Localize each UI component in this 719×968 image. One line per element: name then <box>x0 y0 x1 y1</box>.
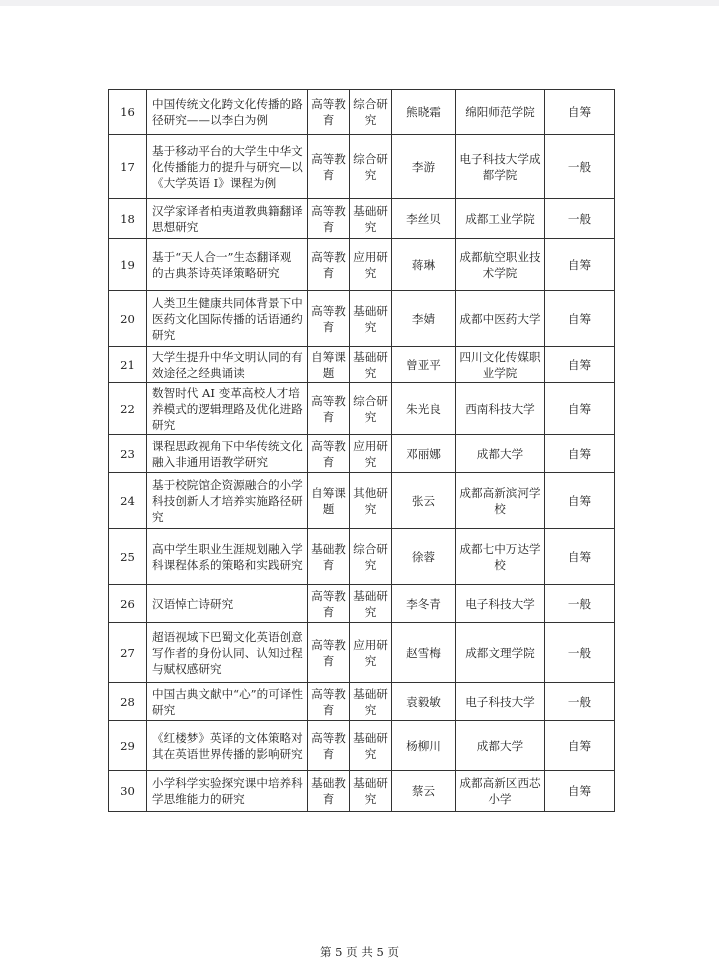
leader-cell: 李丝贝 <box>392 199 456 239</box>
leader-cell: 李婧 <box>392 291 456 347</box>
research-type-cell: 基础研究 <box>350 291 392 347</box>
research-type-cell: 基础研究 <box>350 721 392 771</box>
research-type-cell: 应用研究 <box>350 623 392 683</box>
leader-cell: 邓丽娜 <box>392 435 456 473</box>
organization-cell: 电子科技大学成都学院 <box>456 135 545 199</box>
leader-cell: 杨柳川 <box>392 721 456 771</box>
research-type-cell: 应用研究 <box>350 435 392 473</box>
organization-cell: 成都高新区西芯小学 <box>456 771 545 812</box>
organization-cell: 四川文化传媒职业学院 <box>456 347 545 383</box>
category-cell: 高等教育 <box>308 683 350 721</box>
row-number-cell: 22 <box>109 383 147 435</box>
category-cell: 高等教育 <box>308 199 350 239</box>
category-cell: 高等教育 <box>308 383 350 435</box>
category-cell: 自筹课题 <box>308 473 350 529</box>
leader-cell: 袁毅敏 <box>392 683 456 721</box>
category-cell: 高等教育 <box>308 435 350 473</box>
row-number-cell: 27 <box>109 623 147 683</box>
leader-cell: 朱光良 <box>392 383 456 435</box>
project-title-cell: 基于校院馆企资源融合的小学科技创新人才培养实施路径研究 <box>147 473 308 529</box>
organization-cell: 成都工业学院 <box>456 199 545 239</box>
category-cell: 高等教育 <box>308 721 350 771</box>
funding-cell: 自筹 <box>545 90 615 135</box>
row-number-cell: 19 <box>109 239 147 291</box>
table-row <box>109 435 615 473</box>
project-title-cell: 课程思政视角下中华传统文化融入非通用语教学研究 <box>147 435 308 473</box>
row-number-cell: 20 <box>109 291 147 347</box>
row-number-cell: 26 <box>109 585 147 623</box>
table-row <box>109 239 615 291</box>
category-cell: 高等教育 <box>308 623 350 683</box>
leader-cell: 李游 <box>392 135 456 199</box>
research-type-cell: 基础研究 <box>350 347 392 383</box>
organization-cell: 电子科技大学 <box>456 585 545 623</box>
leader-cell: 曾亚平 <box>392 347 456 383</box>
table-row <box>109 721 615 771</box>
project-title-cell: 中国古典文献中“心”的可译性研究 <box>147 683 308 721</box>
row-number-cell: 23 <box>109 435 147 473</box>
project-title-cell: 超语视域下巴蜀文化英语创意写作者的身份认同、认知过程与赋权感研究 <box>147 623 308 683</box>
funding-cell: 一般 <box>545 623 615 683</box>
row-number-cell: 30 <box>109 771 147 812</box>
project-title-cell: 《红楼梦》英译的文体策略对其在英语世界传播的影响研究 <box>147 721 308 771</box>
table-body <box>109 90 615 812</box>
leader-cell: 徐蓉 <box>392 529 456 585</box>
leader-cell: 李冬青 <box>392 585 456 623</box>
project-title-cell: 汉学家译者柏夷道教典籍翻译思想研究 <box>147 199 308 239</box>
research-type-cell: 综合研究 <box>350 529 392 585</box>
category-cell: 高等教育 <box>308 90 350 135</box>
funding-cell: 自筹 <box>545 347 615 383</box>
table-row <box>109 623 615 683</box>
leader-cell: 张云 <box>392 473 456 529</box>
research-type-cell: 其他研究 <box>350 473 392 529</box>
funding-cell: 自筹 <box>545 721 615 771</box>
row-number-cell: 17 <box>109 135 147 199</box>
category-cell: 自筹课题 <box>308 347 350 383</box>
organization-cell: 成都中医药大学 <box>456 291 545 347</box>
research-type-cell: 综合研究 <box>350 90 392 135</box>
project-title-cell: 人类卫生健康共同体背景下中医药文化国际传播的话语通约研究 <box>147 291 308 347</box>
research-type-cell: 综合研究 <box>350 383 392 435</box>
project-title-cell: 基于移动平台的大学生中华文化传播能力的提升与研究—以《大学英语 I》课程为例 <box>147 135 308 199</box>
leader-cell: 蔡云 <box>392 771 456 812</box>
row-number-cell: 21 <box>109 347 147 383</box>
research-type-cell: 应用研究 <box>350 239 392 291</box>
table-row <box>109 529 615 585</box>
leader-cell: 赵雪梅 <box>392 623 456 683</box>
project-title-cell: 数智时代 AI 变革高校人才培养模式的逻辑理路及优化进路研究 <box>147 383 308 435</box>
funding-cell: 一般 <box>545 683 615 721</box>
category-cell: 高等教育 <box>308 585 350 623</box>
leader-cell: 熊晓霜 <box>392 90 456 135</box>
funding-cell: 自筹 <box>545 529 615 585</box>
project-title-cell: 汉语悼亡诗研究 <box>147 585 308 623</box>
funding-cell: 一般 <box>545 585 615 623</box>
table-row <box>109 473 615 529</box>
organization-cell: 西南科技大学 <box>456 383 545 435</box>
table-row <box>109 291 615 347</box>
table-row <box>109 199 615 239</box>
table-row <box>109 585 615 623</box>
project-title-cell: 基于“天人合一”生态翻译观 的古典茶诗英译策略研究 <box>147 239 308 291</box>
table-row <box>109 135 615 199</box>
table-row <box>109 383 615 435</box>
funding-cell: 自筹 <box>545 291 615 347</box>
organization-cell: 成都高新滨河学校 <box>456 473 545 529</box>
organization-cell: 成都大学 <box>456 721 545 771</box>
research-type-cell: 基础研究 <box>350 199 392 239</box>
organization-cell: 成都文理学院 <box>456 623 545 683</box>
funding-cell: 一般 <box>545 135 615 199</box>
organization-cell: 成都七中万达学校 <box>456 529 545 585</box>
funding-cell: 自筹 <box>545 473 615 529</box>
category-cell: 基础教育 <box>308 529 350 585</box>
row-number-cell: 16 <box>109 90 147 135</box>
project-title-cell: 高中学生职业生涯规划融入学科课程体系的策略和实践研究 <box>147 529 308 585</box>
project-table <box>108 89 615 812</box>
row-number-cell: 18 <box>109 199 147 239</box>
table-row <box>109 347 615 383</box>
research-type-cell: 基础研究 <box>350 585 392 623</box>
research-type-cell: 基础研究 <box>350 771 392 812</box>
project-title-cell: 小学科学实验探究课中培养科学思维能力的研究 <box>147 771 308 812</box>
organization-cell: 成都航空职业技术学院 <box>456 239 545 291</box>
organization-cell: 绵阳师范学院 <box>456 90 545 135</box>
row-number-cell: 29 <box>109 721 147 771</box>
project-title-cell: 中国传统文化跨文化传播的路径研究——以李白为例 <box>147 90 308 135</box>
category-cell: 高等教育 <box>308 291 350 347</box>
organization-cell: 成都大学 <box>456 435 545 473</box>
row-number-cell: 28 <box>109 683 147 721</box>
organization-cell: 电子科技大学 <box>456 683 545 721</box>
page-number: 第 5 页 共 5 页 <box>320 945 399 959</box>
top-band <box>0 0 719 6</box>
row-number-cell: 24 <box>109 473 147 529</box>
row-number-cell: 25 <box>109 529 147 585</box>
category-cell: 基础教育 <box>308 771 350 812</box>
leader-cell: 蒋琳 <box>392 239 456 291</box>
table-row <box>109 771 615 812</box>
table-row <box>109 683 615 721</box>
funding-cell: 自筹 <box>545 239 615 291</box>
category-cell: 高等教育 <box>308 135 350 199</box>
research-type-cell: 基础研究 <box>350 683 392 721</box>
research-type-cell: 综合研究 <box>350 135 392 199</box>
funding-cell: 自筹 <box>545 383 615 435</box>
category-cell: 高等教育 <box>308 239 350 291</box>
table-row <box>109 90 615 135</box>
project-title-cell: 大学生提升中华文明认同的有效途径之经典诵读 <box>147 347 308 383</box>
funding-cell: 一般 <box>545 199 615 239</box>
funding-cell: 自筹 <box>545 435 615 473</box>
funding-cell: 自筹 <box>545 771 615 812</box>
